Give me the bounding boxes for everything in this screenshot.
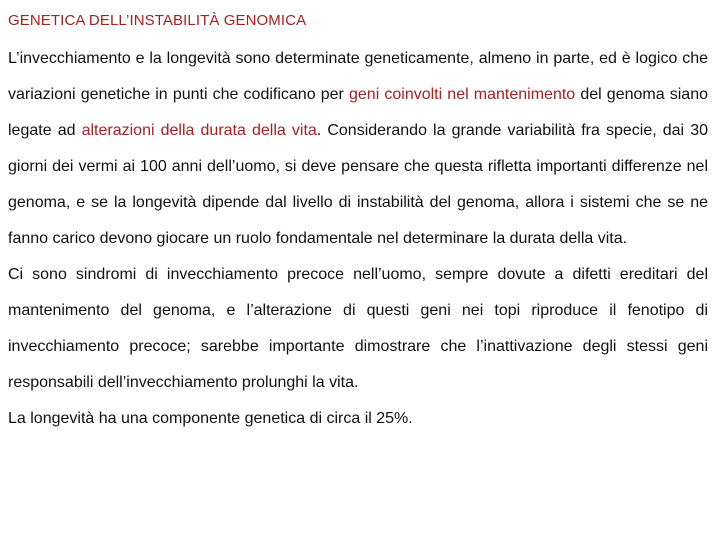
slide-content <box>8 10 708 437</box>
paragraph-heritability: La longevità ha una componente genetica di circa il 25%. <box>8 410 413 427</box>
paragraph-longevity-genetics <box>8 41 708 257</box>
paragraph1-text-part1: L’invecchiamento e la longevità sono determinate geneticamente, almeno in parte, ed è logico che variazioni genetiche in punti che codificano per <box>8 50 708 103</box>
highlight-genes-maintenance: geni coinvolti nel mantenimento <box>349 86 576 103</box>
paragraph1-text-part2: del genoma siano legate ad <box>8 86 708 139</box>
paragraph1-text-part3: . Considerando la grande variabilità fra specie, dai 30 giorni dei vermi ai 100 anni dell’uomo, si deve pensare che questa rifletta importanti differenze nel genoma, e se la longevità dipende dal livello di instabilità del genoma, allora i sistemi che se ne fanno carico devono giocare un ruolo fondamentale nel determinare la durata della vita. <box>8 122 709 247</box>
slide-title: GENETICA DELL’INSTABILITÀ GENOMICA <box>8 12 307 29</box>
highlight-lifespan-alterations: alterazioni della durata della vita <box>81 122 317 139</box>
paragraph-premature-aging: Ci sono sindromi di invecchiamento precoce nell’uomo, sempre dovute a difetti ereditari del mantenimento del genoma, e l’alterazione di questi geni nei topi riproduce il fenotipo di invecchiamento precoce; sarebbe importante dimostrare che l’inattivazione degli stessi geni responsabili dell’invecchiamento prolunghi la vita. <box>8 266 708 391</box>
